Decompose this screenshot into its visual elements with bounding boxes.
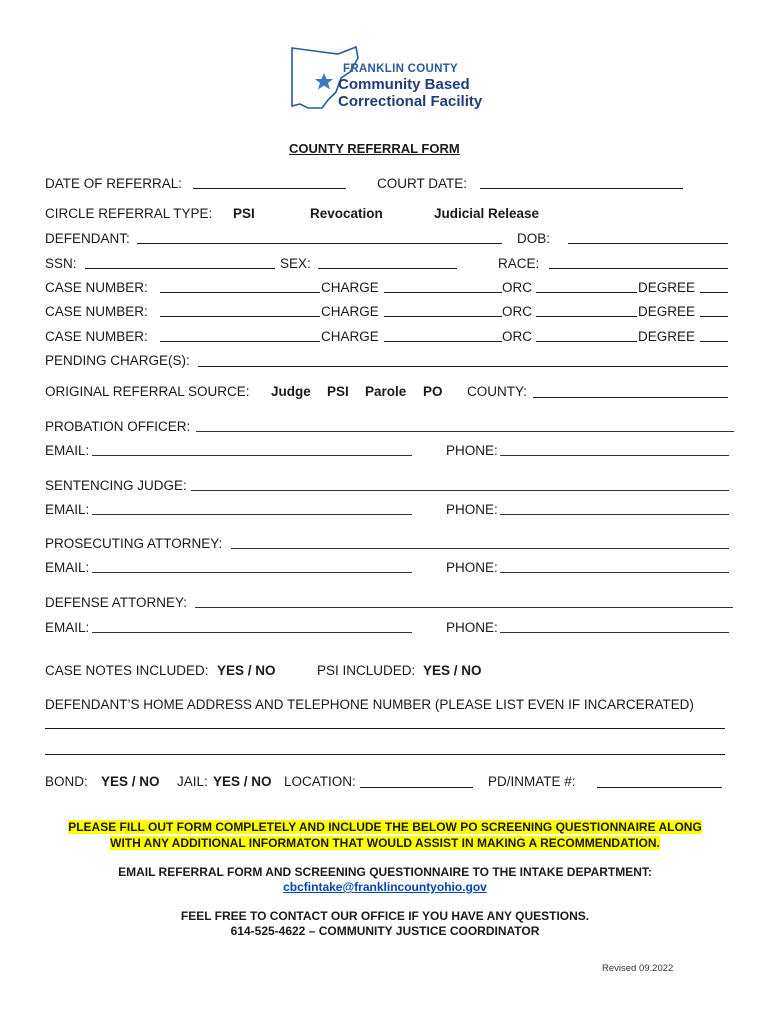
logo-line-3: Correctional Facility (338, 93, 483, 110)
charge-label: CHARGE (321, 280, 379, 295)
degree-label: DEGREE (638, 304, 696, 319)
probation-officer-label: PROBATION OFFICER: (45, 419, 191, 434)
contact-line-1: FEEL FREE TO CONTACT OUR OFFICE IF YOU HAVE ANY QUESTIONS. (180, 909, 590, 923)
pd-inmate-field[interactable] (597, 787, 722, 788)
orc-label: ORC (502, 280, 532, 295)
defense-attorney-phone-label: PHONE: (446, 620, 498, 635)
defendant-field[interactable] (137, 243, 502, 244)
intake-email-row (0, 880, 770, 894)
location-label: LOCATION: (284, 774, 356, 789)
prosecuting-attorney-email-label: EMAIL: (45, 560, 90, 575)
orc-field[interactable] (536, 292, 637, 293)
notice-line-1-text: PLEASE FILL OUT FORM COMPLETELY AND INCLUDE THE BELOW PO SCREENING QUESTIONNAIRE ALONG (68, 820, 702, 834)
defense-attorney-phone-field[interactable] (500, 632, 729, 633)
date-of-referral-label: DATE OF REFERRAL: (45, 176, 183, 191)
charge-field[interactable] (384, 292, 502, 293)
orc-label: ORC (502, 329, 532, 344)
charge-label: CHARGE (321, 304, 379, 319)
ssn-field[interactable] (85, 268, 275, 269)
case-number-field[interactable] (160, 292, 320, 293)
bond-label: BOND: (45, 774, 88, 789)
sex-label: SEX: (280, 256, 311, 271)
defense-attorney-label: DEFENSE ATTORNEY: (45, 595, 188, 610)
case-notes-included-label: CASE NOTES INCLUDED: (45, 663, 209, 678)
charge-field[interactable] (384, 341, 502, 342)
court-date-field[interactable] (480, 188, 683, 189)
source-psi[interactable]: PSI (327, 384, 349, 399)
prosecuting-attorney-phone-field[interactable] (500, 572, 729, 573)
degree-label: DEGREE (638, 329, 696, 344)
county-label: COUNTY: (467, 384, 528, 399)
degree-label: DEGREE (638, 280, 696, 295)
pending-charges-label: PENDING CHARGE(S): (45, 353, 190, 368)
degree-field[interactable] (700, 292, 728, 293)
sentencing-judge-phone-field[interactable] (500, 514, 729, 515)
probation-officer-phone-label: PHONE: (446, 443, 498, 458)
probation-officer-field[interactable] (196, 431, 734, 432)
prosecuting-attorney-field[interactable] (231, 548, 729, 549)
sex-field[interactable] (318, 268, 457, 269)
form-title: COUNTY REFERRAL FORM (289, 141, 460, 156)
defense-attorney-email-label: EMAIL: (45, 620, 90, 635)
pd-inmate-label: PD/INMATE #: (488, 774, 576, 789)
logo-line-1: FRANKLIN COUNTY (343, 63, 459, 75)
psi-included-label: PSI INCLUDED: (317, 663, 416, 678)
sentencing-judge-field[interactable] (191, 490, 729, 491)
orc-field[interactable] (536, 316, 637, 317)
referral-type-judicial-release[interactable]: Judicial Release (434, 206, 540, 221)
orc-field[interactable] (536, 341, 637, 342)
dob-label: DOB: (517, 231, 551, 246)
degree-field[interactable] (700, 316, 728, 317)
location-field[interactable] (360, 787, 473, 788)
notice-line-1 (0, 820, 770, 834)
date-of-referral-field[interactable] (193, 188, 346, 189)
facility-logo (286, 44, 486, 120)
court-date-label: COURT DATE: (377, 176, 468, 191)
notice-line-2 (0, 836, 770, 850)
case-number-label: CASE NUMBER: (45, 329, 148, 344)
home-address-label: DEFENDANT’S HOME ADDRESS AND TELEPHONE NUMBER (PLEASE LIST EVEN IF INCARCERATED) (45, 697, 694, 712)
defense-attorney-email-field[interactable] (92, 632, 412, 633)
source-judge[interactable]: Judge (271, 384, 311, 399)
sentencing-judge-phone-label: PHONE: (446, 502, 498, 517)
bond-yes-no[interactable]: YES / NO (101, 774, 160, 789)
referral-type-label: CIRCLE REFERRAL TYPE: (45, 206, 213, 221)
home-address-field-2[interactable] (45, 754, 725, 755)
star-icon (315, 73, 333, 90)
dob-field[interactable] (568, 243, 728, 244)
source-po[interactable]: PO (423, 384, 443, 399)
defense-attorney-field[interactable] (195, 607, 733, 608)
charge-field[interactable] (384, 316, 502, 317)
case-number-field[interactable] (160, 341, 320, 342)
email-instruction: EMAIL REFERRAL FORM AND SCREENING QUESTIONNAIRE TO THE INTAKE DEPARTMENT: (118, 865, 652, 879)
source-parole[interactable]: Parole (365, 384, 407, 399)
sentencing-judge-label: SENTENCING JUDGE: (45, 478, 187, 493)
jail-label: JAIL: (177, 774, 208, 789)
referral-type-psi[interactable]: PSI (233, 206, 255, 221)
contact-line-2: 614-525-4622 – COMMUNITY JUSTICE COORDINATOR (230, 924, 540, 938)
original-referral-source-label: ORIGINAL REFERRAL SOURCE: (45, 384, 250, 399)
county-field[interactable] (533, 397, 728, 398)
orc-label: ORC (502, 304, 532, 319)
notice-line-2-text: WITH ANY ADDITIONAL INFORMATON THAT WOULD ASSIST IN MAKING A RECOMMENDATION. (110, 836, 660, 850)
ssn-label: SSN: (45, 256, 77, 271)
case-number-label: CASE NUMBER: (45, 280, 148, 295)
probation-officer-email-field[interactable] (92, 455, 412, 456)
probation-officer-email-label: EMAIL: (45, 443, 90, 458)
sentencing-judge-email-field[interactable] (92, 514, 412, 515)
case-number-label: CASE NUMBER: (45, 304, 148, 319)
prosecuting-attorney-label: PROSECUTING ATTORNEY: (45, 536, 223, 551)
prosecuting-attorney-phone-label: PHONE: (446, 560, 498, 575)
referral-type-revocation[interactable]: Revocation (310, 206, 383, 221)
case-number-field[interactable] (160, 316, 320, 317)
pending-charges-field[interactable] (198, 366, 728, 367)
race-label: RACE: (498, 256, 540, 271)
sentencing-judge-email-label: EMAIL: (45, 502, 90, 517)
intake-email-link[interactable]: cbcfintake@franklincountyohio.gov (283, 880, 487, 894)
degree-field[interactable] (700, 341, 728, 342)
defendant-label: DEFENDANT: (45, 231, 130, 246)
race-field[interactable] (549, 268, 728, 269)
case-notes-yes-no[interactable]: YES / NO (217, 663, 276, 678)
psi-included-yes-no[interactable]: YES / NO (423, 663, 482, 678)
home-address-field-1[interactable] (45, 728, 725, 729)
probation-officer-phone-field[interactable] (500, 455, 729, 456)
revised-date: Revised 09.2022 (602, 963, 674, 974)
charge-label: CHARGE (321, 329, 379, 344)
prosecuting-attorney-email-field[interactable] (92, 572, 412, 573)
logo-line-2: Community Based (338, 76, 470, 93)
jail-yes-no[interactable]: YES / NO (213, 774, 272, 789)
